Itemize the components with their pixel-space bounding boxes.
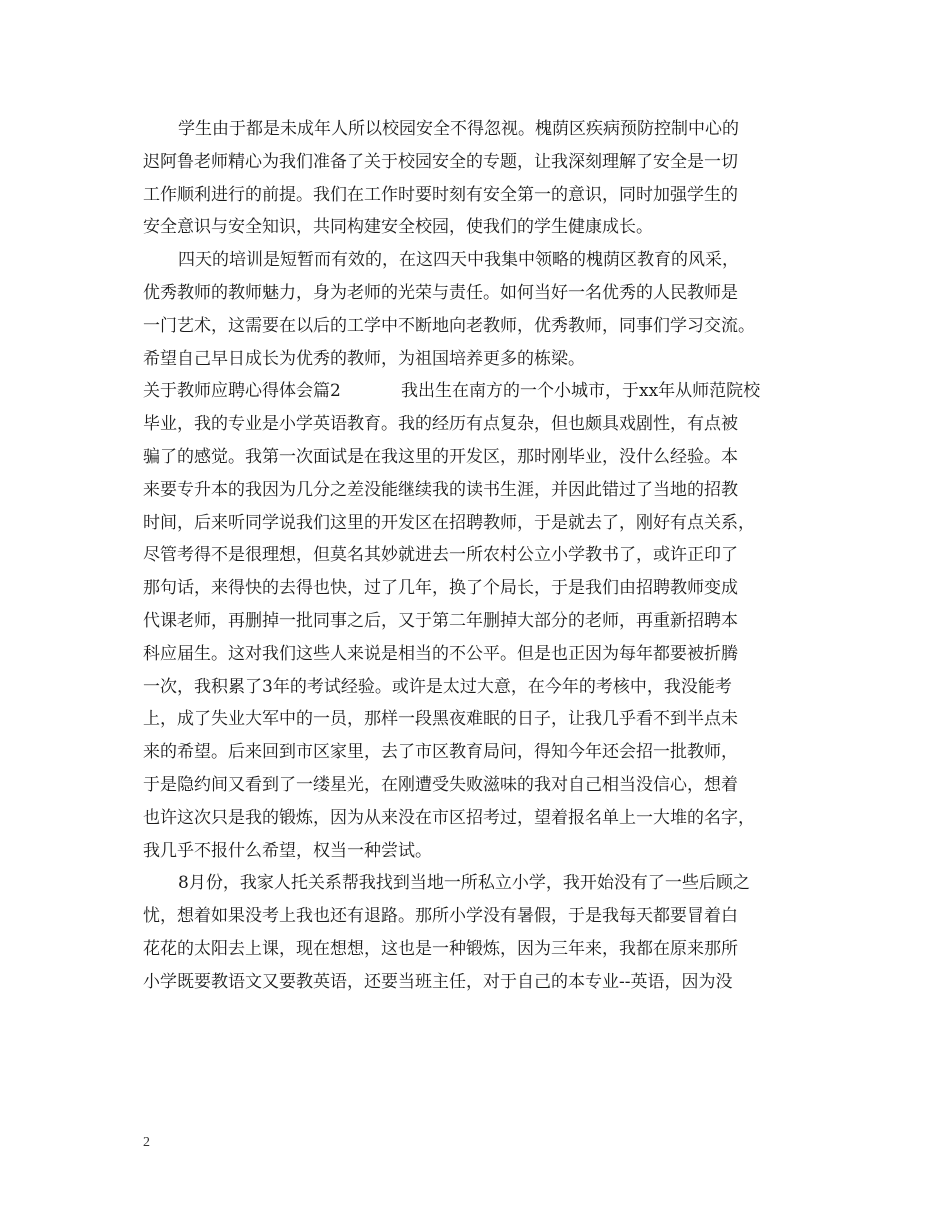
section-heading: 关于教师应聘心得体会篇2 <box>143 381 341 402</box>
paragraph-line: 时间，后来听同学说我们这里的开发区在招聘教师，于是就去了，刚好有点关系， <box>143 512 755 533</box>
paragraph-line: 也许这次只是我的锻炼，因为从来没在市区招考过，望着报名单上一大堆的名字， <box>143 807 755 828</box>
section-heading-line <box>143 375 813 408</box>
paragraph-line: 8月份，我家人托关系帮我找到当地一所私立小学，我开始没有了一些后顾之 <box>178 873 750 894</box>
paragraph-line: 于是隐约间又看到了一缕星光，在刚遭受失败滋味的我对自己相当没信心，想着 <box>143 774 738 795</box>
page-number: 2 <box>143 1135 150 1150</box>
document-body <box>143 113 813 999</box>
paragraph-line: 一次，我积累了3年的考试经验。或许是太过大意，在今年的考核中，我没能考 <box>143 676 732 697</box>
paragraph-line: 那句话，来得快的去得也快，过了几年，换了个局长，于是我们由招聘教师变成 <box>143 578 738 599</box>
paragraph-line: 迟阿鲁老师精心为我们准备了关于校园安全的专题，让我深刻理解了安全是一切 <box>143 151 738 172</box>
paragraph-line: 希望自己早日成长为优秀的教师，为祖国培养更多的栋梁。 <box>143 348 585 369</box>
paragraph-line: 小学既要教语文又要教英语，还要当班主任，对于自己的本专业--英语，因为没 <box>143 971 733 992</box>
paragraph-line: 四天的培训是短暂而有效的，在这四天中我集中领略的槐荫区教育的风采， <box>178 250 739 271</box>
paragraph-line: 来的希望。后来回到市区家里，去了市区教育局问，得知今年还会招一批教师， <box>143 742 738 763</box>
paragraph-line: 花花的太阳去上课，现在想想，这也是一种锻炼，因为三年来，我都在原来那所 <box>143 938 738 959</box>
paragraph-line: 安全意识与安全知识，共同构建安全校园，使我们的学生健康成长。 <box>143 217 653 238</box>
paragraph-line: 科应届生。这对我们这些人来说是相当的不公平。但是也正因为每年都要被折腾 <box>143 643 738 664</box>
paragraph-line: 优秀教师的教师魅力，身为老师的光荣与责任。如何当好一名优秀的人民教师是 <box>143 282 738 303</box>
paragraph-line: 忧，想着如果没考上我也还有退路。那所小学没有暑假，于是我每天都要冒着白 <box>143 906 738 927</box>
paragraph-line: 尽管考得不是很理想，但莫名其妙就进去一所农村公立小学教书了，或许正印了 <box>143 545 738 566</box>
paragraph-line: 上，成了失业大军中的一员，那样一段黑夜难眠的日子，让我几乎看不到半点未 <box>143 709 738 730</box>
paragraph-line: 工作顺利进行的前提。我们在工作时要时刻有安全第一的意识，同时加强学生的 <box>143 184 738 205</box>
paragraph-line: 代课老师，再删掉一批同事之后，又于第二年删掉大部分的老师，再重新招聘本 <box>143 610 738 631</box>
paragraph-line: 来要专升本的我因为几分之差没能继续我的读书生涯，并因此错过了当地的招教 <box>143 479 738 500</box>
paragraph-line: 我几乎不报什么希望，权当一种尝试。 <box>143 840 432 861</box>
paragraph-line: 骗了的感觉。我第一次面试是在我这里的开发区，那时刚毕业，没什么经验。本 <box>143 446 738 467</box>
heading-continuation-text: 我出生在南方的一个小城市，于xx年从师范院校 <box>401 381 761 402</box>
paragraph-line: 毕业，我的专业是小学英语教育。我的经历有点复杂，但也颇具戏剧性，有点被 <box>143 414 738 435</box>
paragraph-line: 学生由于都是未成年人所以校园安全不得忽视。槐荫区疾病预防控制中心的 <box>178 119 739 139</box>
paragraph-line: 一门艺术，这需要在以后的工学中不断地向老教师，优秀教师，同事们学习交流。 <box>143 315 755 336</box>
